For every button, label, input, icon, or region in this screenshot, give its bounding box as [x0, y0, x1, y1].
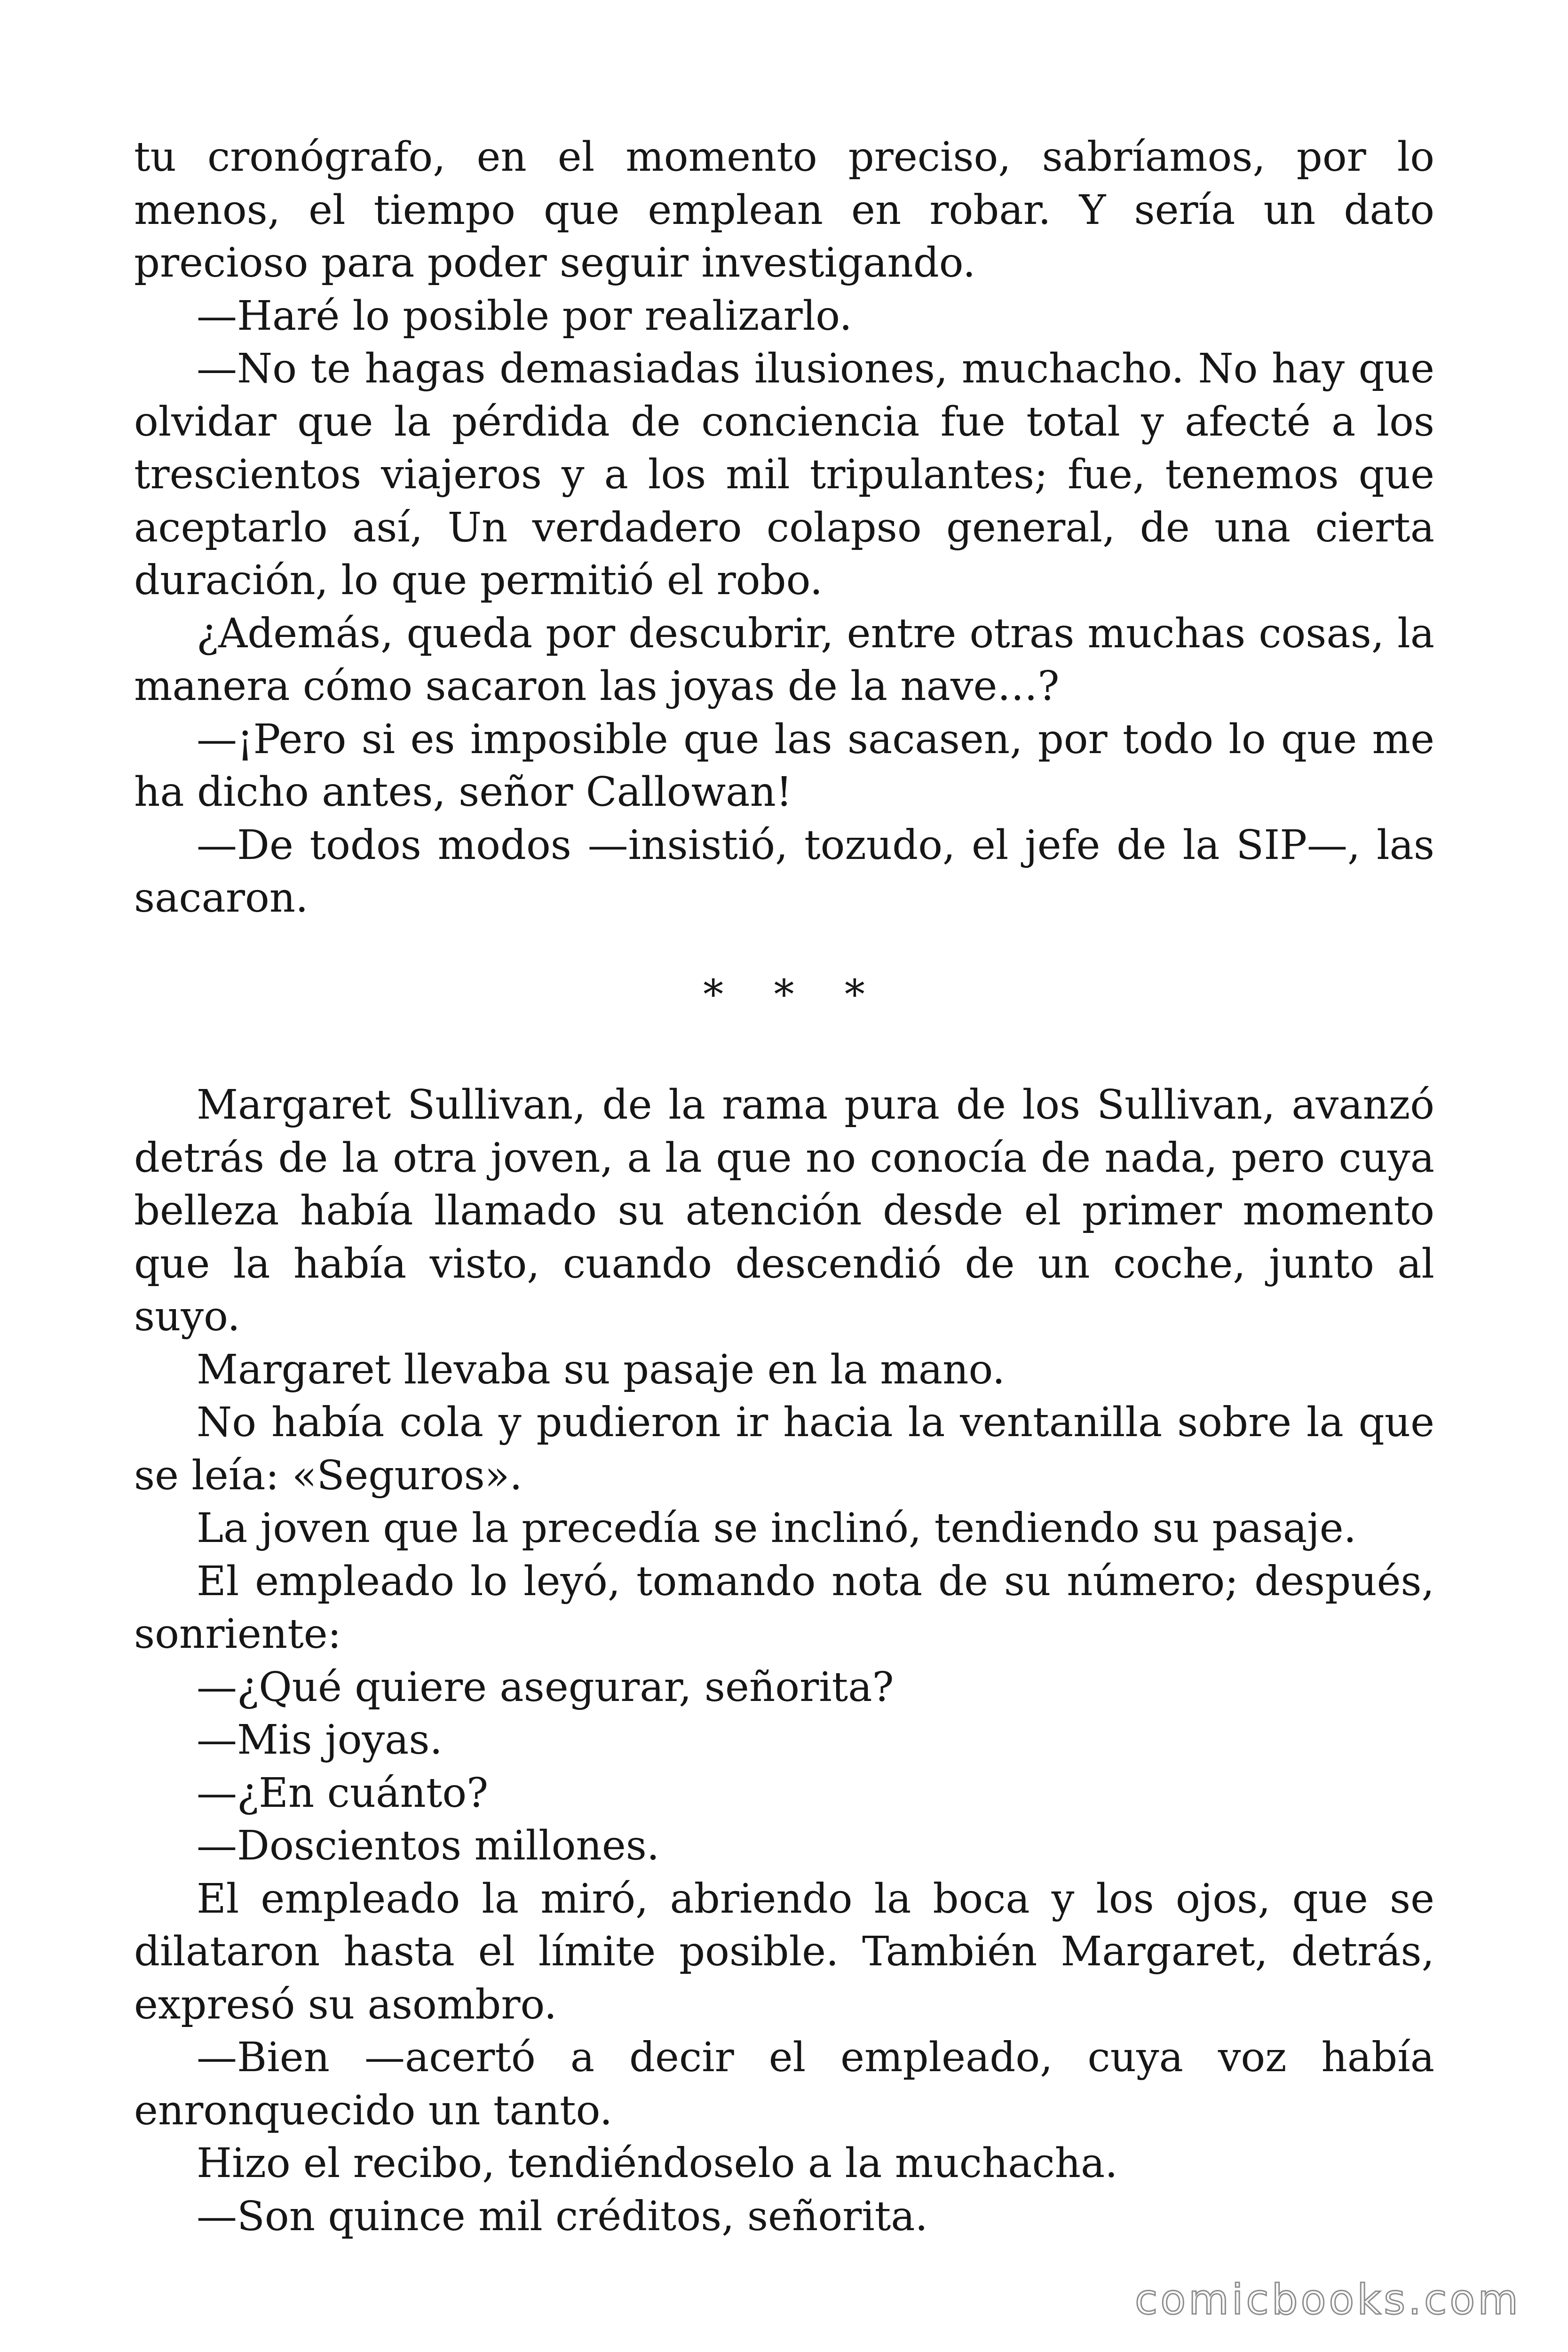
watermark-logo: comicbooks.com: [1134, 2275, 1521, 2324]
paragraph: ¿Además, queda por descubrir, entre otras muchas cosas, la manera cómo sacaron las joyas de la nave…?: [134, 610, 1434, 710]
paragraph: Margaret llevaba su pasaje en la mano.: [197, 1346, 1006, 1393]
paragraph: La joven que la precedía se inclinó, tendiendo su pasaje.: [197, 1505, 1357, 1552]
paragraph: —Doscientos millones.: [197, 1822, 660, 1869]
paragraph: No había cola y pudieron ir hacia la ventanilla sobre la que se leía: «Seguros».: [134, 1399, 1434, 1499]
scene-separator: * * *: [703, 971, 884, 1018]
paragraph: —Son quince mil créditos, señorita.: [197, 2193, 928, 2240]
paragraph: —¿En cuánto?: [197, 1769, 489, 1817]
paragraph: —¿Qué quiere asegurar, señorita?: [197, 1663, 894, 1711]
paragraph: —Bien —acertó a decir el empleado, cuya voz había enronquecido un tanto.: [134, 2034, 1434, 2134]
paragraph: —De todos modos —insistió, tozudo, el jefe de la SIP—, las sacaron.: [134, 821, 1434, 922]
top-text-block: [134, 131, 1434, 925]
paragraph: El empleado lo leyó, tomando nota de su número; después, sonriente:: [134, 1557, 1434, 1658]
paragraph: —No te hagas demasiadas ilusiones, muchacho. No hay que olvidar que la pérdida de conciencia fue total y afecté a los trescientos viajeros y a los mil tripulantes; fue, tenemos que aceptarlo así, Un verdadero colapso general, de una cierta duración, lo que permitió el robo.: [134, 345, 1434, 604]
bottom-text-block: [134, 1079, 1434, 2243]
paragraph: tu cronógrafo, en el momento preciso, sabríamos, por lo menos, el tiempo que emplean en robar. Y sería un dato precioso para poder seguir investigando.: [134, 134, 1434, 286]
paragraph: Hizo el recibo, tendiéndoselo a la muchacha.: [197, 2140, 1118, 2187]
paragraph: —¡Pero si es imposible que las sacasen, por todo lo que me ha dicho antes, señor Callowan!: [134, 715, 1434, 816]
paragraph: —Mis joyas.: [197, 1716, 443, 1764]
paragraph: El empleado la miró, abriendo la boca y los ojos, que se dilataron hasta el límite posible. También Margaret, detrás, expresó su asombro.: [134, 1875, 1434, 2028]
paragraph: Margaret Sullivan, de la rama pura de los Sullivan, avanzó detrás de la otra joven, a la que no conocía de nada, pero cuya belleza había llamado su atención desde el primer momento que la había visto, cuando descendió de un coche, junto al suyo.: [134, 1081, 1434, 1340]
paragraph: —Haré lo posible por realizarlo.: [197, 292, 852, 340]
